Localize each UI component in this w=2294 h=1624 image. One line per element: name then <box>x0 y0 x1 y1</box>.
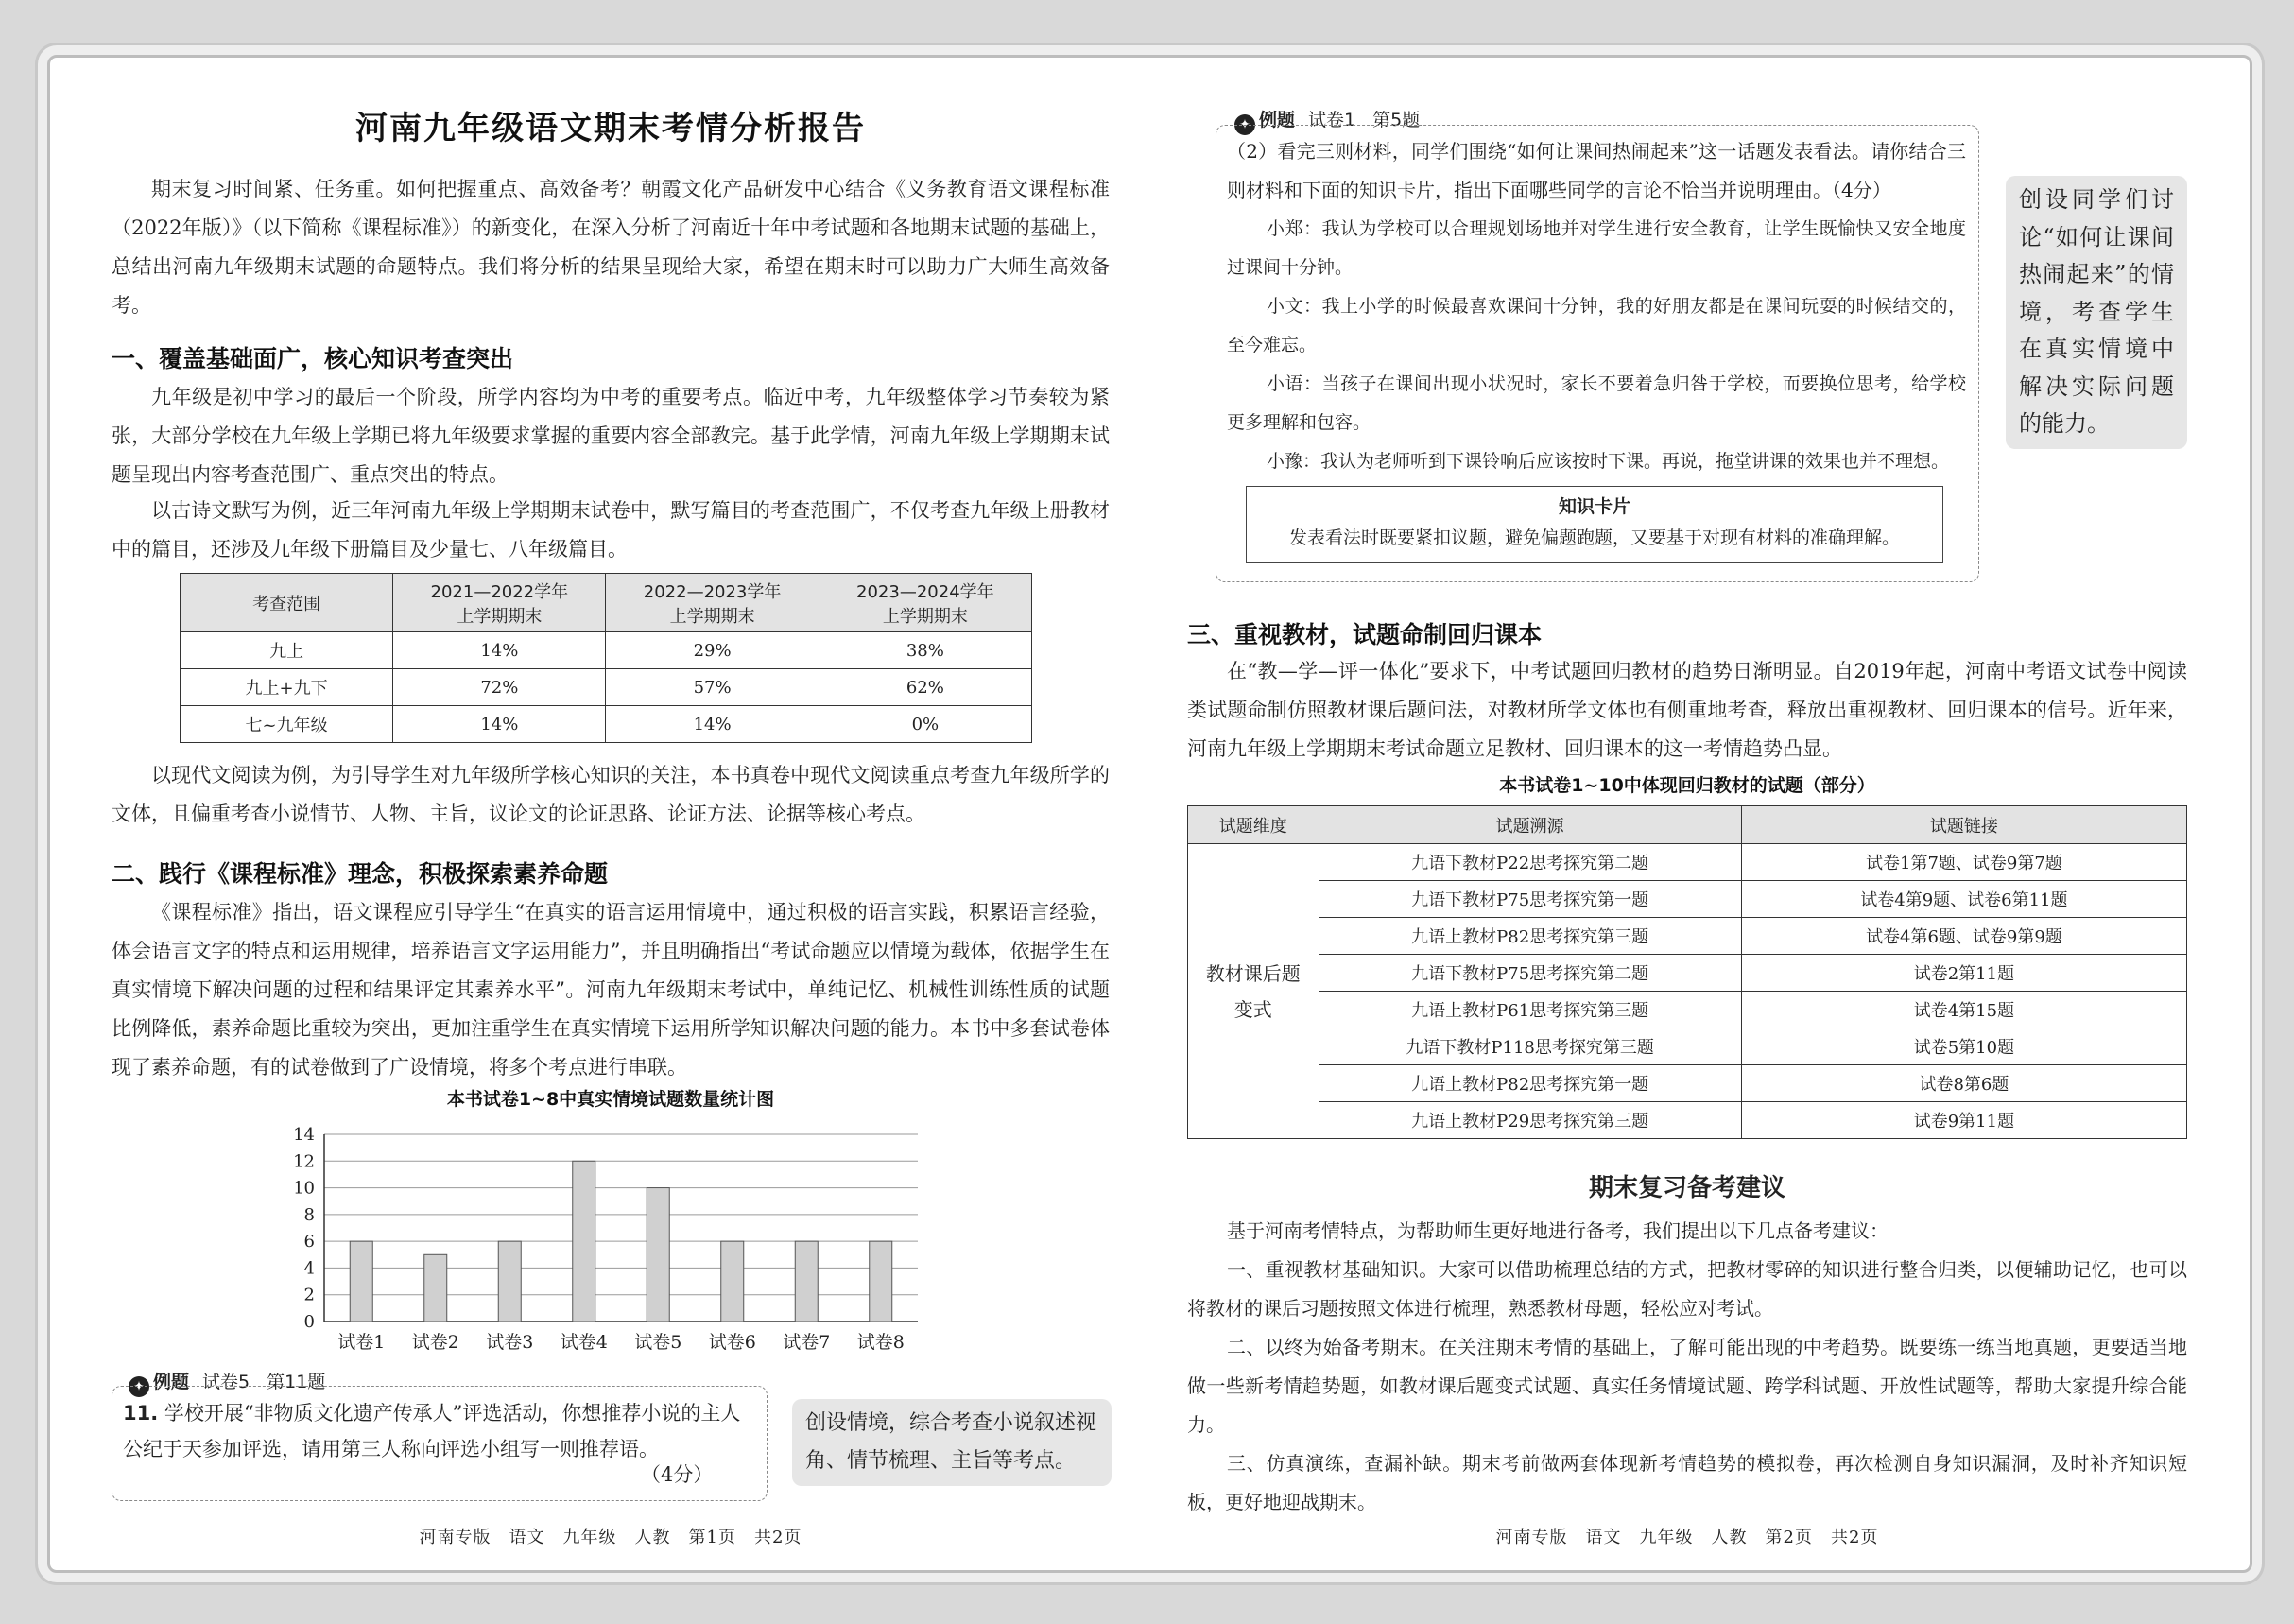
table-row: 九语下教材P75思考探究第二题 试卷2第11题 <box>1188 955 2187 992</box>
table-header: 2023—2024学年 上学期期末 <box>819 574 1031 632</box>
table-header: 试题链接 <box>1741 806 2186 844</box>
chart-title: 本书试卷1~8中真实情境试题数量统计图 <box>446 1089 775 1110</box>
example-tag: ✦ 例题 试卷1 第5题 <box>1234 106 1420 135</box>
table-row: 九语上教材P82思考探究第一题 试卷8第6题 <box>1188 1065 2187 1102</box>
table-row: 七~九年级 14% 14% 0% <box>181 706 1032 743</box>
page-title: 河南九年级语文期末考情分析报告 <box>355 110 866 147</box>
example-note: 创设同学们讨论“如何让课间热闹起来”的情境，考查学生在真实情境中解决实际问题的能力。 <box>2006 176 2187 449</box>
x-tick-label: 试卷2 <box>411 1332 459 1353</box>
table-header: 试题溯源 <box>1319 806 1741 844</box>
table-row: 九语下教材P118思考探究第三题 试卷5第10题 <box>1188 1028 2187 1065</box>
y-tick-label: 14 <box>293 1125 315 1145</box>
student-answer-2: 小文：我上小学的时候最喜欢课间十分钟，我的好朋友都是在课间玩耍的时候结交的，至今难忘。 <box>1227 296 1966 355</box>
section-3-heading: 三、重视教材，试题命制回归课本 <box>1187 621 1543 648</box>
y-tick-label: 12 <box>293 1151 315 1172</box>
advice-item-2: 二、以终为始备考期末。在关注期末考情的基础上，了解可能出现的中考趋势。既要练一练当地真题，更要适当地做一些新考情趋势题，如教材课后题变式试题、真实任务情境试题、跨学科试题、开放性试题等，帮助大家提升综合能力。 <box>1187 1336 2187 1436</box>
x-tick-label: 试卷7 <box>783 1332 831 1353</box>
y-tick-label: 10 <box>293 1178 315 1199</box>
section-1-paragraph-1: 九年级是初中学习的最后一个阶段，所学内容均为中考的重要考点。临近中考，九年级整体学习节奏较为紧张，大部分学校在九年级上学期已将九年级要求掌握的重要内容全部教完。基于此学情，河南九年级上学期期末试题呈现出内容考查范围广、重点突出的特点。 <box>112 386 1110 486</box>
dimension-cell: 教材课后题 变式 <box>1188 844 1319 1139</box>
y-tick-label: 4 <box>303 1258 315 1279</box>
knowledge-card-title: 知识卡片 <box>1558 496 1630 517</box>
table-header: 试题维度 <box>1188 806 1319 844</box>
example-note: 创设情境，综合考查小说叙述视角、情节梳理、主旨等考点。 <box>792 1399 1112 1486</box>
table-row: 九上 14% 29% 38% <box>181 632 1032 669</box>
y-tick-label: 0 <box>303 1312 315 1332</box>
globe-icon: ✦ <box>1234 114 1255 135</box>
advice-intro: 基于河南考情特点，为帮助师生更好地进行备考，我们提出以下几点备考建议： <box>1227 1219 1889 1242</box>
bar <box>424 1254 447 1322</box>
table-row: 九语上教材P29思考探究第三题 试卷9第11题 <box>1188 1102 2187 1139</box>
table-row: 九语上教材P61思考探究第三题 试卷4第15题 <box>1188 992 2187 1028</box>
textbook-source-table <box>1187 805 2187 1139</box>
student-answer-3: 小语：当孩子在课间出现小状况时，家长不要着急归咎于学校，而要换位思考，给学校更多理解和包容。 <box>1227 373 1966 433</box>
section-3-paragraph: 在“教—学—评一体化”要求下，中考试题回归教材的趋势日渐明显。自2019年起，河南中考语文试卷中阅读类试题命制仿照教材课后题问法，对教材所学文体也有侧重地考查，释放出重视教材、回归课本的信号。近年来，河南九年级上学期期末考试命题立足教材、回归课本的这一考情趋势凸显。 <box>1187 660 2187 760</box>
x-tick-label: 试卷4 <box>560 1332 608 1353</box>
section-1-paragraph-3: 以现代文阅读为例，为引导学生对九年级所学核心知识的关注，本书真卷中现代文阅读重点考查九年级所学的文体，且偏重考查小说情节、人物、主旨，议论文的论证思路、论证方法、论据等核心考点。 <box>112 764 1110 825</box>
bar <box>870 1241 892 1322</box>
bar <box>721 1241 744 1322</box>
advice-item-3: 三、仿真演练，查漏补缺。期末考前做两套体现新考情趋势的模拟卷，再次检测自身知识漏洞，及时补齐知识短板，更好地迎战期末。 <box>1187 1452 2187 1513</box>
x-tick-label: 试卷8 <box>856 1332 905 1353</box>
example-question: （2）看完三则材料，同学们围绕“如何让课间热闹起来”这一话题发表看法。请你结合三则材料和下面的知识卡片，指出下面哪些同学的言论不恰当并说明理由。（4分） <box>1227 140 1966 201</box>
section-1-paragraph-2: 以古诗文默写为例，近三年河南九年级上学期期末试卷中，默写篇目的考查范围广，不仅考查九年级上册教材中的篇目，还涉及九年级下册篇目及少量七、八年级篇目。 <box>112 499 1110 561</box>
table-header: 2021—2022学年 上学期期末 <box>393 574 606 632</box>
student-answer-4: 小豫：我认为老师听到下课铃响后应该按时下课。再说，拖堂讲课的效果也并不理想。 <box>1267 451 1950 472</box>
knowledge-card <box>1246 486 1943 563</box>
bar <box>795 1241 818 1322</box>
bar <box>350 1241 372 1322</box>
globe-icon: ✦ <box>129 1376 149 1397</box>
bar-chart <box>112 1115 1110 1371</box>
example-score: （4分） <box>641 1463 714 1486</box>
dictation-scope-table <box>180 573 1032 743</box>
advice-item-1: 一、重视教材基础知识。大家可以借助梳理总结的方式，把教材零碎的知识进行整合归类，以便辅助记忆，也可以将教材的课后习题按照文体进行梳理，熟悉教材母题，轻松应对考试。 <box>1187 1258 2187 1320</box>
y-tick-label: 8 <box>303 1204 315 1225</box>
student-answer-1: 小郑：我认为学校可以合理规划场地并对学生进行安全教育，让学生既愉快又安全地度过课间十分钟。 <box>1227 218 1966 278</box>
section-2-paragraph: 《课程标准》指出，语文课程应引导学生“在真实的语言运用情境中，通过积极的语言实践，积累语言经验，体会语言文字的特点和运用规律，培养语言文字运用能力”，并且明确指出“考试命题应以情境为载体，依据学生在真实情境下解决问题的过程和结果评定其素养水平”。河南九年级期末考试中，单纯记忆、机械性训练性质的试题比例降低，素养命题比重较为突出，更加注重学生在真实情境下运用所学知识解决问题的能力。本书中多套试卷体现了素养命题，有的试卷做到了广设情境，将多个考点进行串联。 <box>112 901 1110 1079</box>
section-1-heading: 一、覆盖基础面广，核心知识考查突出 <box>112 345 514 372</box>
page-footer: 河南专版 语文 九年级 人教 第2页 共2页 <box>1495 1528 1879 1547</box>
table-row: 九语上教材P82思考探究第三题 试卷4第6题、试卷9第9题 <box>1188 918 2187 955</box>
x-tick-label: 试卷3 <box>486 1332 534 1353</box>
advice-heading: 期末复习备考建议 <box>1588 1174 1785 1202</box>
table-caption: 本书试卷1~10中体现回归教材的试题（部分） <box>1499 775 1875 796</box>
y-tick-label: 6 <box>303 1232 315 1253</box>
y-tick-label: 2 <box>303 1285 315 1305</box>
x-tick-label: 试卷6 <box>708 1332 756 1353</box>
example-tag: ✦ 例题 试卷5 第11题 <box>129 1368 325 1397</box>
table-row: 九上+九下 72% 57% 62% <box>181 669 1032 706</box>
x-tick-label: 试卷1 <box>337 1332 386 1353</box>
section-2-heading: 二、践行《课程标准》理念，积极探索素养命题 <box>112 860 609 888</box>
bar <box>647 1188 669 1322</box>
intro-paragraph: 期末复习时间紧、任务重。如何把握重点、高效备考？朝霞文化产品研发中心结合《义务教育语文课程标准（2022年版）》（以下简称《课程标准》）的新变化，在深入分析了河南近十年中考试题和各地期末试题的基础上，总结出河南九年级期末试题的命题特点。我们将分析的结果呈现给大家，希望在期末时可以助力广大师生高效备考。 <box>112 178 1110 317</box>
bar <box>573 1161 595 1322</box>
page-footer: 河南专版 语文 九年级 人教 第1页 共2页 <box>419 1528 802 1547</box>
x-tick-label: 试卷5 <box>634 1332 682 1353</box>
table-row: 九语下教材P75思考探究第一题 试卷4第9题、试卷6第11题 <box>1188 881 2187 918</box>
table-header: 考查范围 <box>181 574 393 632</box>
table-row: 教材课后题 变式 九语下教材P22思考探究第二题 试卷1第7题、试卷9第7题 <box>1188 844 2187 881</box>
example-question: 11. 学校开展“非物质文化遗产传承人”评选活动，你想推荐小说的主人公纪于天参加评选，请用第三人称向评选小组写一则推荐语。 <box>123 1402 741 1460</box>
table-header: 2022—2023学年 上学期期末 <box>606 574 819 632</box>
bar <box>498 1241 521 1322</box>
knowledge-card-body: 发表看法时既要紧扣议题，避免偏题跑题，又要基于对现有材料的准确理解。 <box>1288 527 1900 548</box>
